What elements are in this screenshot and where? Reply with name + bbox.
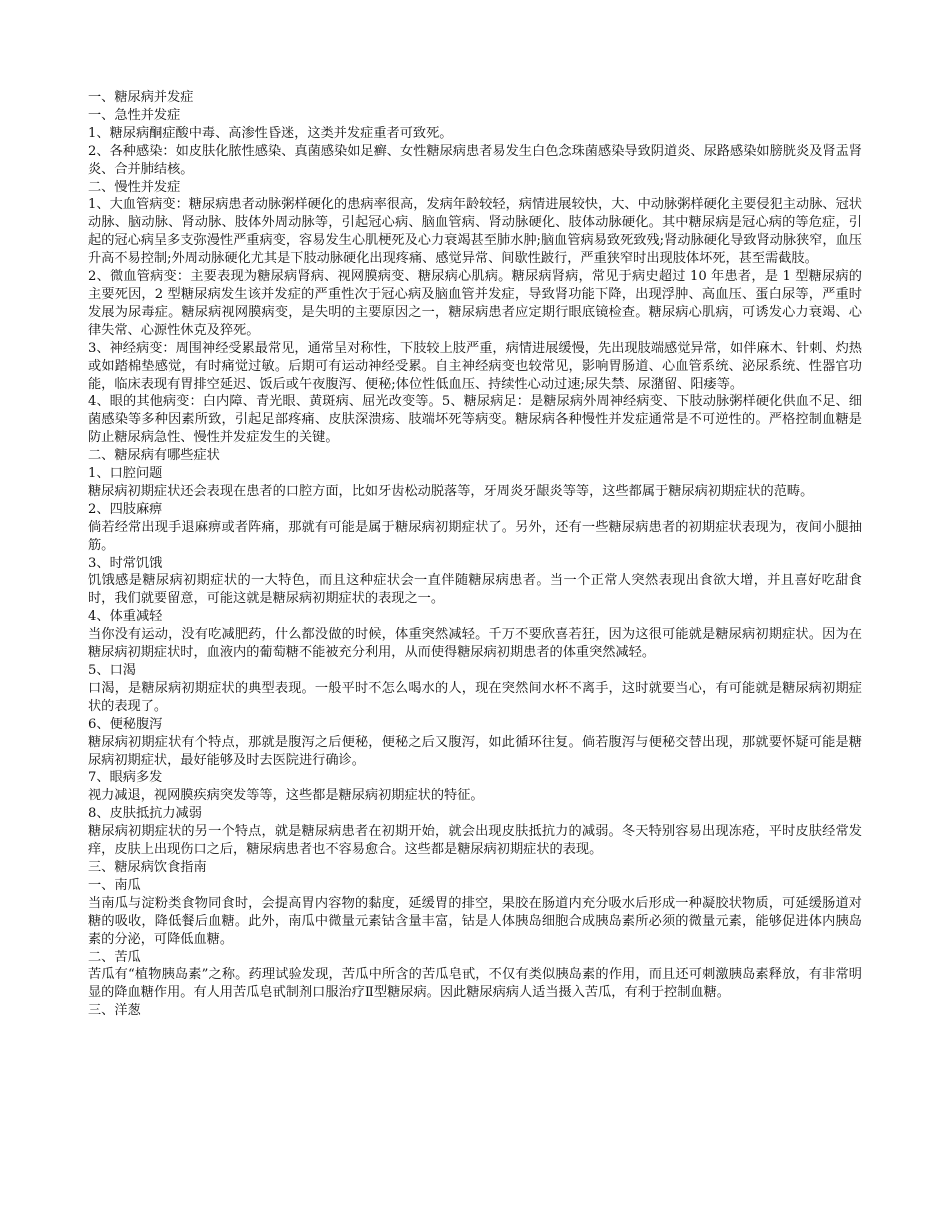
paragraph: 口渴，是糖尿病初期症状的典型表现。一般平时不怎么喝水的人，现在突然间水杯不离手，这时就要当心，有可能就是糖尿病初期症状的表现了。 [88,680,862,714]
paragraph: 4、眼的其他病变：白内障、青光眼、黄斑病、屈光改变等。5、糖尿病足：是糖尿病外周神经病变、下肢动脉粥样硬化供血不足、细菌感染等多种因素所致，引起足部疼痛、皮肤深溃疡、肢端坏死等病变。糖尿病各种慢性并发症通常是不可逆性的。严格控制血糖是防止糖尿病急性、慢性并发症发生的关键。 [88,394,862,446]
subheading: 2、四肢麻痹 [88,501,163,517]
subheading: 1、口腔问题 [88,466,163,482]
subheading-chronic: 二、慢性并发症 [88,179,181,195]
paragraph: 倘若经常出现手退麻痹或者阵痛，那就有可能是属于糖尿病初期症状了。另外，还有一些糖尿病患者的初期症状表现为，夜间小腿抽筋。 [88,519,862,553]
subheading: 6、便秘腹泻 [88,716,163,732]
heading-complications: 一、糖尿病并发症 [88,90,194,105]
paragraph: 3、神经病变：周围神经受累最常见，通常呈对称性，下肢较上肢严重，病情进展缓慢，先出现肢端感觉异常，如伴麻木、针刺、灼热或如踏棉垫感觉，有时痛觉过敏。后期可有运动神经受累。自主神经病变也较常见，影响胃肠道、心血管系统、泌尿系统、性器官功能，临床表现有胃排空延迟、饭后或午夜腹泻、便秘;体位性低血压、持续性心动过速;尿失禁、尿潴留、阳痿等。 [88,340,862,392]
paragraph: 糖尿病初期症状的另一个特点，就是糖尿病患者在初期开始，就会出现皮肤抵抗力的减弱。冬天特别容易出现冻疮，平时皮肤经常发痒，皮肤上出现伤口之后，糖尿病患者也不容易愈合。这些都是糖尿病初期症状的表现。 [88,824,862,858]
paragraph: 视力减退，视网膜疾病突发等等，这些都是糖尿病初期症状的特征。 [88,788,484,804]
paragraph: 糖尿病初期症状还会表现在患者的口腔方面，比如牙齿松动脱落等，牙周炎牙龈炎等等，这些都属于糖尿病初期症状的范畴。 [88,483,814,499]
paragraph: 糖尿病初期症状有个特点，那就是腹泻之后便秘，便秘之后又腹泻，如此循环往复。倘若腹泻与便秘交替出现，那就要怀疑可能是糖尿病初期症状，最好能够及时去医院进行确诊。 [88,734,862,768]
subheading: 3、时常饥饿 [88,555,163,571]
paragraph: 当你没有运动，没有吃减肥药，什么都没做的时候，体重突然减轻。千万不要欣喜若狂，因为这很可能就是糖尿病初期症状。因为在糖尿病初期症状时，血液内的葡萄糖不能被充分利用，从而使得糖尿病初期患者的体重突然减轻。 [88,627,862,661]
paragraph: 当南瓜与淀粉类食物同食时，会提高胃内容物的黏度，延缓胃的排空，果胶在肠道内充分吸水后形成一种凝胶状物质，可延缓肠道对糖的吸收，降低餐后血糖。此外，南瓜中微量元素钴含量丰富，钴是人体胰岛细胞合成胰岛素所必须的微量元素，能够促进体内胰岛素的分泌，可降低血糖。 [88,895,862,947]
subheading: 4、体重减轻 [88,609,163,625]
subheading: 8、皮肤抵抗力减弱 [88,806,202,822]
subheading: 5、口渴 [88,663,136,678]
heading-diet: 三、糖尿病饮食指南 [88,859,207,875]
subheading: 7、眼病多发 [88,770,163,786]
paragraph: 饥饿感是糖尿病初期症状的一大特色，而且这种症状会一直伴随糖尿病患者。当一个正常人突然表现出食欲大增，并且喜好吃甜食时，我们就要留意，可能这就是糖尿病初期症状的表现之一。 [88,573,862,607]
paragraph: 苦瓜有“植物胰岛素”之称。药理试验发现，苦瓜中所含的苦瓜皂甙，不仅有类似胰岛素的作用，而且还可刺激胰岛素释放，有非常明显的降血糖作用。有人用苦瓜皂甙制剂口服治疗Ⅱ型糖尿病。因此糖尿病病人适当摄入苦瓜，有利于控制血糖。 [88,967,862,1001]
heading-symptoms: 二、糖尿病有哪些症状 [88,448,220,464]
paragraph: 2、微血管病变：主要表现为糖尿病肾病、视网膜病变、糖尿病心肌病。糖尿病肾病，常见于病史超过 10 年患者，是 1 型糖尿病的主要死因，2 型糖尿病发生该并发症的严重性次于冠心病及脑血管并发症，导致肾功能下降，出现浮肿、高血压、蛋白尿等，严重时发展为尿毒症。糖尿病视网膜病变，是失明的主要原因之一，糖尿病患者应定期行眼底镜检查。糖尿病心肌病，可诱发心力衰竭、心律失常、心源性休克及猝死。 [88,269,862,338]
paragraph: 1、大血管病变：糖尿病患者动脉粥样硬化的患病率很高，发病年龄较轻，病情进展较快，大、中动脉粥样硬化主要侵犯主动脉、冠状动脉、脑动脉、肾动脉、肢体外周动脉等，引起冠心病、脑血管病、肾动脉硬化、肢体动脉硬化。其中糖尿病是冠心病的等危症，引起的冠心病呈多支弥漫性严重病变，容易发生心肌梗死及心力衰竭甚至肺水肿;脑血管病易致死致残;肾动脉硬化导致肾动脉狭窄，血压升高不易控制;外周动脉硬化尤其是下肢动脉硬化出现疼痛、感觉异常、间歇性跛行，严重狭窄时出现肢体坏死，甚至需截肢。 [88,197,862,267]
paragraph: 1、糖尿病酮症酸中毒、高渗性昏迷，这类并发症重者可致死。 [88,125,453,141]
subheading: 三、洋葱 [88,1003,141,1019]
subheading: 二、苦瓜 [88,949,141,965]
subheading-acute: 一、急性并发症 [88,107,181,123]
subheading: 一、南瓜 [88,877,141,893]
document-body [88,89,862,1020]
paragraph: 2、各种感染：如皮肤化脓性感染、真菌感染如足癣、女性糖尿病患者易发生白色念珠菌感染导致阴道炎、尿路感染如膀胱炎及肾盂肾炎、合并肺结核。 [88,143,862,177]
